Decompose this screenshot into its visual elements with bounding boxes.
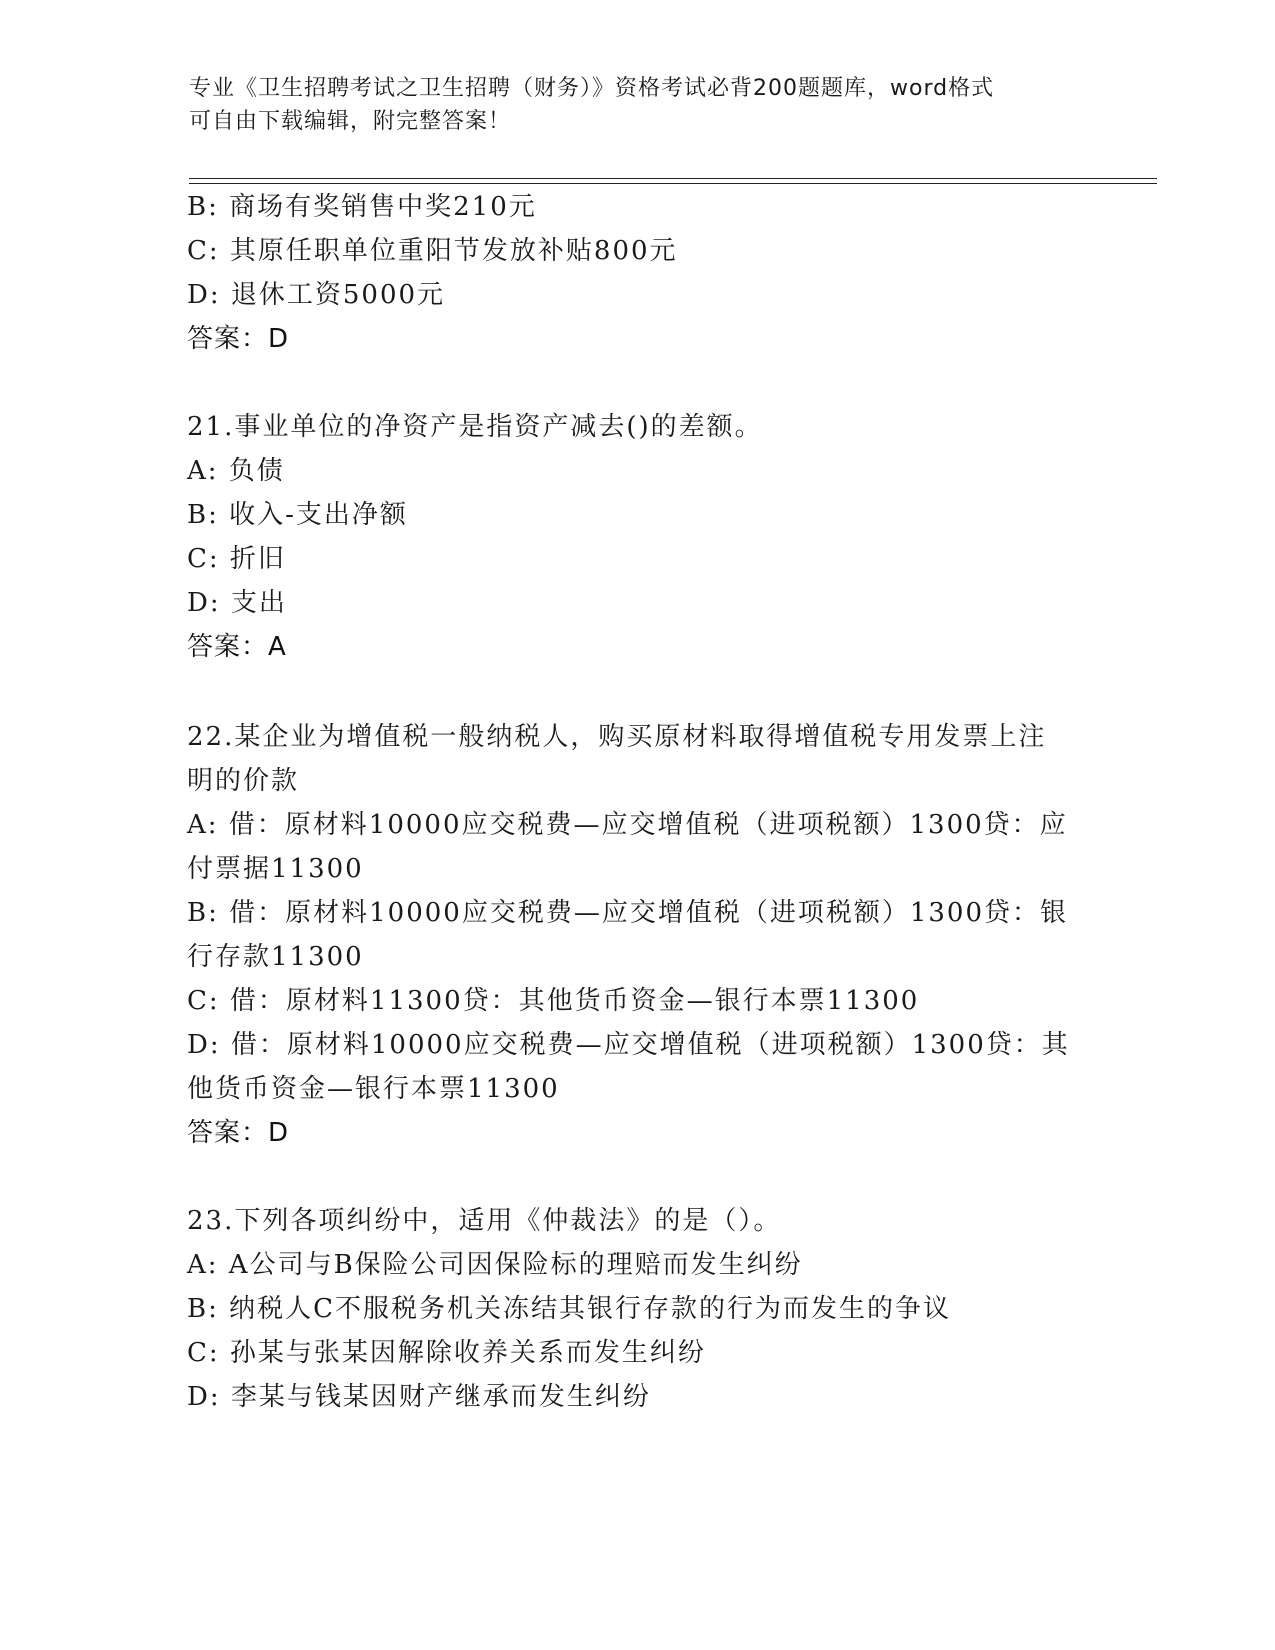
q20-option-b: B: 商场有奖销售中奖210元 [187, 192, 537, 222]
q22-question-line-1: 22.某企业为增值税一般纳税人，购买原材料取得增值税专用发票上注 [187, 722, 1047, 752]
header-title-line-2: 可自由下载编辑，附完整答案！ [189, 109, 512, 134]
q20-option-d: D: 退休工资5000元 [187, 280, 446, 310]
q22-option-a-line-1: A: 借：原材料10000应交税费—应交增值税（进项税额）1300贷：应 [187, 810, 1068, 840]
q23-question: 23.下列各项纠纷中，适用《仲裁法》的是（）。 [187, 1206, 782, 1236]
document-header [189, 72, 1089, 138]
q22-option-d-line-1: D: 借：原材料10000应交税费—应交增值税（进项税额）1300贷：其 [187, 1030, 1070, 1060]
q22-option-b-line-1: B: 借：原材料10000应交税费—应交增值税（进项税额）1300贷：银 [187, 898, 1069, 928]
q22-question-line-2: 明的价款 [187, 766, 300, 796]
q21-option-c: C: 折旧 [187, 544, 286, 574]
q23-option-a: A: A公司与B保险公司因保险标的理赔而发生纠纷 [187, 1250, 803, 1280]
header-title-line-1: 专业《卫生招聘考试之卫生招聘（财务）》资格考试必背200题题库，word格式 [189, 76, 995, 101]
q21-answer: 答案：A [187, 632, 287, 662]
q22-option-a-line-2: 付票据11300 [187, 854, 364, 884]
q21-option-a: A: 负债 [187, 456, 285, 486]
header-divider-bottom [189, 183, 1157, 184]
q21-question: 21.事业单位的净资产是指资产减去()的差额。 [187, 412, 763, 442]
q22-option-c: C: 借：原材料11300贷：其他货币资金—银行本票11300 [187, 986, 920, 1016]
header-divider-top [189, 178, 1157, 179]
q22-option-b-line-2: 行存款11300 [187, 942, 364, 972]
q22-answer: 答案：D [187, 1118, 290, 1148]
q23-option-b: B: 纳税人C不服税务机关冻结其银行存款的行为而发生的争议 [187, 1294, 952, 1324]
q21-option-b: B: 收入-支出净额 [187, 500, 408, 530]
q21-option-d: D: 支出 [187, 588, 287, 618]
q23-option-d: D: 李某与钱某因财产继承而发生纠纷 [187, 1382, 651, 1412]
q23-option-c: C: 孙某与张某因解除收养关系而发生纠纷 [187, 1338, 706, 1368]
q20-answer: 答案：D [187, 324, 290, 354]
q22-option-d-line-2: 他货币资金—银行本票11300 [187, 1074, 560, 1104]
q20-option-c: C: 其原任职单位重阳节发放补贴800元 [187, 236, 678, 266]
